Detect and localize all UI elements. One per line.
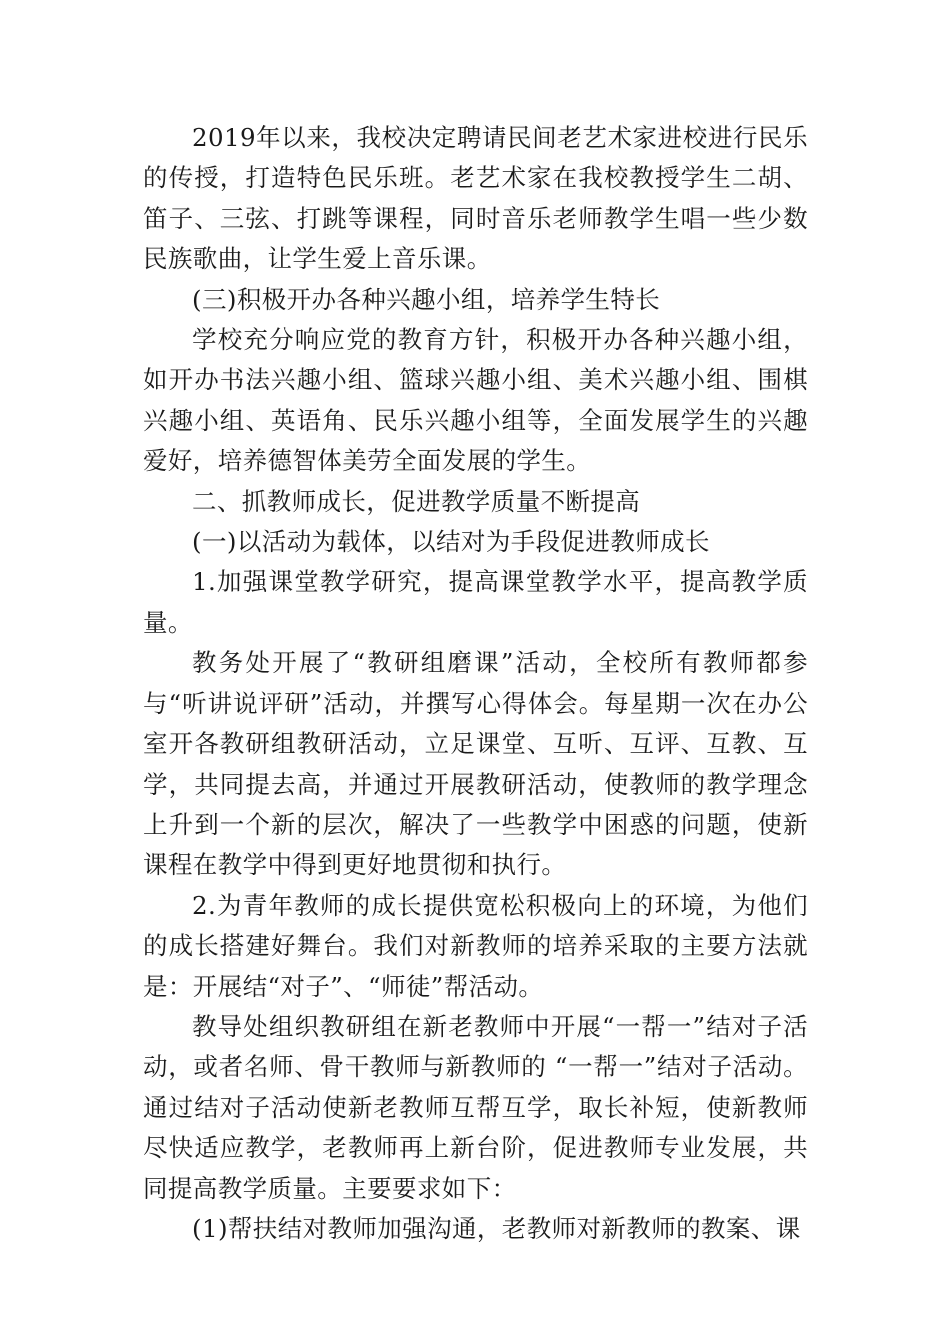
item-young-teachers: 2.为青年教师的成长提供宽松积极向上的环境，为他们的成长搭建好舞台。我们对新教师的培养采取的主要方法就是：开展结“对子”、“师徒”帮活动。: [143, 890, 808, 1001]
item-classroom-research: 1.加强课堂教学研究，提高课堂教学水平，提高教学质量。: [143, 567, 808, 637]
heading-interest-groups: (三)积极开办各种兴趣小组，培养学生特长: [192, 284, 661, 314]
paragraph-folk-music-class: 2019年以来，我校决定聘请民间老艺术家进校进行民乐的传授，打造特色民乐班。老艺术家在我校教授学生二胡、笛子、三弦、打跳等课程，同时音乐老师教学生唱一些少数民族歌曲，让学生爱上音乐课。: [143, 123, 808, 274]
document-body: [143, 118, 808, 1249]
item-requirement-1: (1)帮扶结对教师加强沟通，老教师对新教师的教案、课: [192, 1213, 801, 1243]
paragraph-lesson-polishing: 教务处开展了“教研组磨课”活动，全校所有教师都参与“听讲说评研”活动，并撰写心得体会。每星期一次在办公室开各教研组教研活动，立足课堂、互听、互评、互教、互学，共同提去高，并通过开展教研活动，使教师的教学理念上升到一个新的层次，解决了一些教学中困惑的问题，使新课程在教学中得到更好地贯彻和执行。: [143, 648, 808, 880]
paragraph-interest-groups: 学校充分响应党的教育方针，积极开办各种兴趣小组，如开办书法兴趣小组、篮球兴趣小组、美术兴趣小组、围棋兴趣小组、英语角、民乐兴趣小组等，全面发展学生的兴趣爱好，培养德智体美劳全面发展的学生。: [143, 325, 808, 476]
heading-teacher-growth: 二、抓教师成长，促进教学质量不断提高: [192, 486, 641, 516]
heading-activities-pairing: (一)以活动为载体，以结对为手段促进教师成长: [192, 527, 710, 557]
paragraph-one-helps-one: 教导处组织教研组在新老教师中开展“一帮一”结对子活动，或者名师、骨干教师与新教师的 “一帮一”结对子活动。通过结对子活动使新老教师互帮互学，取长补短，使新教师尽快适应教学，老教师再上新台阶，促进教师专业发展，共同提高教学质量。主要要求如下：: [143, 1011, 808, 1203]
